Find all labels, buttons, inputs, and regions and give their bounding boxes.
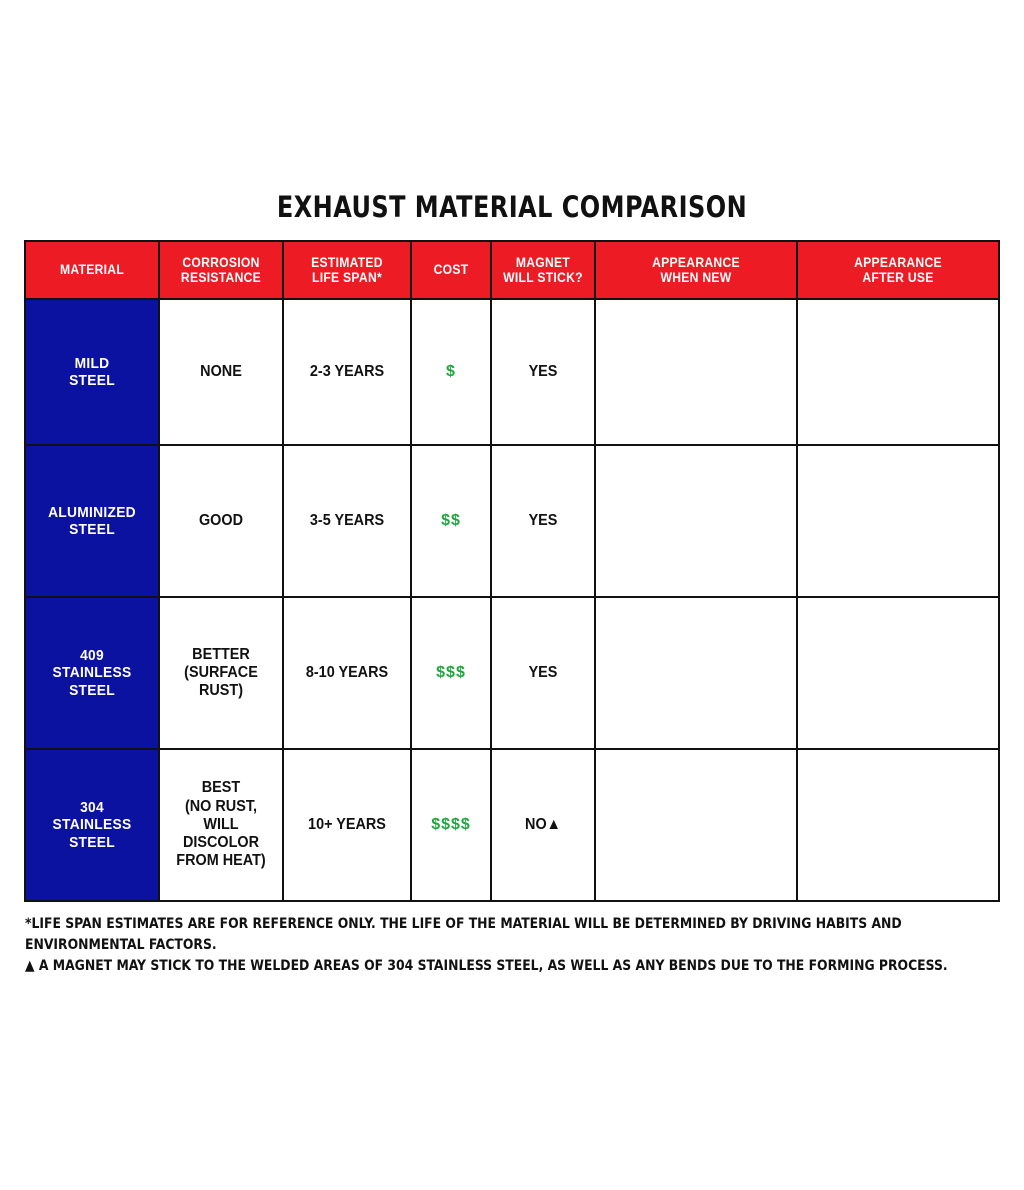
column-header-used-line2: AFTER USE: [862, 270, 934, 285]
cell-corrosion-409-stainless: [159, 597, 283, 749]
material-line-1: ALUMINIZED: [48, 503, 136, 521]
corrosion-line-4: FROM HEAT): [176, 852, 266, 870]
cell-cost-409-stainless: $$$: [411, 597, 491, 749]
table-row: [25, 597, 999, 749]
cell-corrosion-aluminized-steel: [159, 445, 283, 597]
table-row: [25, 749, 999, 901]
material-line-3: STEEL: [69, 681, 115, 699]
magnet-value: NO▲: [525, 815, 561, 833]
column-header-magnet-line2: WILL STICK?: [503, 270, 583, 285]
cell-corrosion-304-stainless: [159, 749, 283, 901]
column-header-material: [25, 241, 159, 299]
cell-magnet-409-stainless: [491, 597, 595, 749]
cell-appearance-new-304-stainless: [595, 749, 797, 901]
exhaust-material-comparison-infographic: [0, 190, 1024, 977]
lifespan-value: 3-5 YEARS: [309, 511, 385, 529]
corrosion-line-3: WILL DISCOLOR: [182, 815, 260, 852]
column-header-corrosion-line1: CORROSION: [182, 254, 260, 270]
cell-magnet-mild-steel: [491, 299, 595, 445]
column-header-appearance-used: [797, 241, 999, 299]
magnet-value: YES: [528, 663, 558, 681]
table-header: [25, 241, 999, 299]
corrosion-line-2: (NO RUST,: [184, 797, 258, 815]
footnote-lifespan: *LIFE SPAN ESTIMATES ARE FOR REFERENCE ONLY. THE LIFE OF THE MATERIAL WILL BE DETERMINED BY DRIVING HABITS AND ENVIRONMENTAL FACTORS.: [25, 916, 902, 954]
column-header-appearance-new: [595, 241, 797, 299]
table-row: [25, 445, 999, 597]
cell-lifespan-aluminized-steel: [283, 445, 411, 597]
footnote-magnet: ▲ A MAGNET MAY STICK TO THE WELDED AREAS OF 304 STAINLESS STEEL, AS WELL AS ANY BENDS DUE TO THE FORMING PROCESS.: [25, 958, 948, 975]
column-header-used-line1: APPEARANCE: [854, 254, 942, 270]
material-line-1: MILD: [74, 354, 110, 372]
material-line-1: 409: [80, 647, 104, 665]
cell-appearance-used-409-stainless: [797, 597, 999, 749]
table-header-row: [25, 241, 999, 299]
cell-corrosion-mild-steel: [159, 299, 283, 445]
material-line-3: STEEL: [69, 833, 115, 851]
column-header-material-label: MATERIAL: [59, 262, 125, 278]
material-line-2: STEEL: [69, 372, 115, 389]
column-header-corrosion-resistance: [159, 241, 283, 299]
table-row: [25, 299, 999, 445]
footnotes: [25, 914, 950, 977]
cell-magnet-304-stainless: [491, 749, 595, 901]
cell-cost-mild-steel: $: [411, 299, 491, 445]
cell-appearance-new-mild-steel: [595, 299, 797, 445]
cell-lifespan-mild-steel: [283, 299, 411, 445]
column-header-cost: [411, 241, 491, 299]
cell-material-mild-steel: [25, 299, 159, 445]
column-header-magnet-line1: MAGNET: [515, 254, 571, 270]
column-header-new-line2: WHEN NEW: [660, 270, 732, 285]
cell-appearance-new-409-stainless: [595, 597, 797, 749]
cell-cost-304-stainless: $$$$: [411, 749, 491, 901]
cell-lifespan-304-stainless: [283, 749, 411, 901]
cell-material-304-stainless: [25, 749, 159, 901]
corrosion-line-1: BETTER: [192, 645, 250, 663]
column-header-cost-label: COST: [433, 262, 469, 278]
corrosion-value: GOOD: [198, 511, 244, 529]
table-body: [25, 299, 999, 901]
cell-cost-aluminized-steel: $$: [411, 445, 491, 597]
lifespan-value: 10+ YEARS: [308, 815, 386, 833]
magnet-value: YES: [528, 511, 558, 529]
material-line-2: STEEL: [69, 521, 115, 538]
material-line-2: STAINLESS: [52, 816, 132, 834]
cell-material-aluminized-steel: [25, 445, 159, 597]
cell-appearance-new-aluminized-steel: [595, 445, 797, 597]
cell-appearance-used-304-stainless: [797, 749, 999, 901]
column-header-life-line2: LIFE SPAN*: [311, 270, 382, 285]
cell-lifespan-409-stainless: [283, 597, 411, 749]
page-title: EXHAUST MATERIAL COMPARISON: [276, 190, 748, 224]
cell-appearance-used-aluminized-steel: [797, 445, 999, 597]
column-header-life-line1: ESTIMATED: [311, 254, 383, 270]
lifespan-value: 2-3 YEARS: [309, 362, 385, 380]
comparison-table: [24, 240, 1000, 902]
column-header-life-span: [283, 241, 411, 299]
column-header-magnet: [491, 241, 595, 299]
material-line-1: 304: [80, 799, 104, 817]
column-header-new-line1: APPEARANCE: [652, 254, 740, 270]
cell-magnet-aluminized-steel: [491, 445, 595, 597]
column-header-corrosion-line2: RESISTANCE: [180, 270, 262, 285]
magnet-value: YES: [528, 362, 558, 380]
corrosion-line-1: BEST: [201, 779, 241, 797]
lifespan-value: 8-10 YEARS: [305, 663, 389, 681]
corrosion-line-2: (SURFACE: [184, 663, 258, 681]
corrosion-value: NONE: [200, 362, 242, 380]
material-line-2: STAINLESS: [52, 664, 132, 682]
corrosion-line-3: RUST): [198, 682, 244, 700]
cell-appearance-used-mild-steel: [797, 299, 999, 445]
cell-material-409-stainless: [25, 597, 159, 749]
